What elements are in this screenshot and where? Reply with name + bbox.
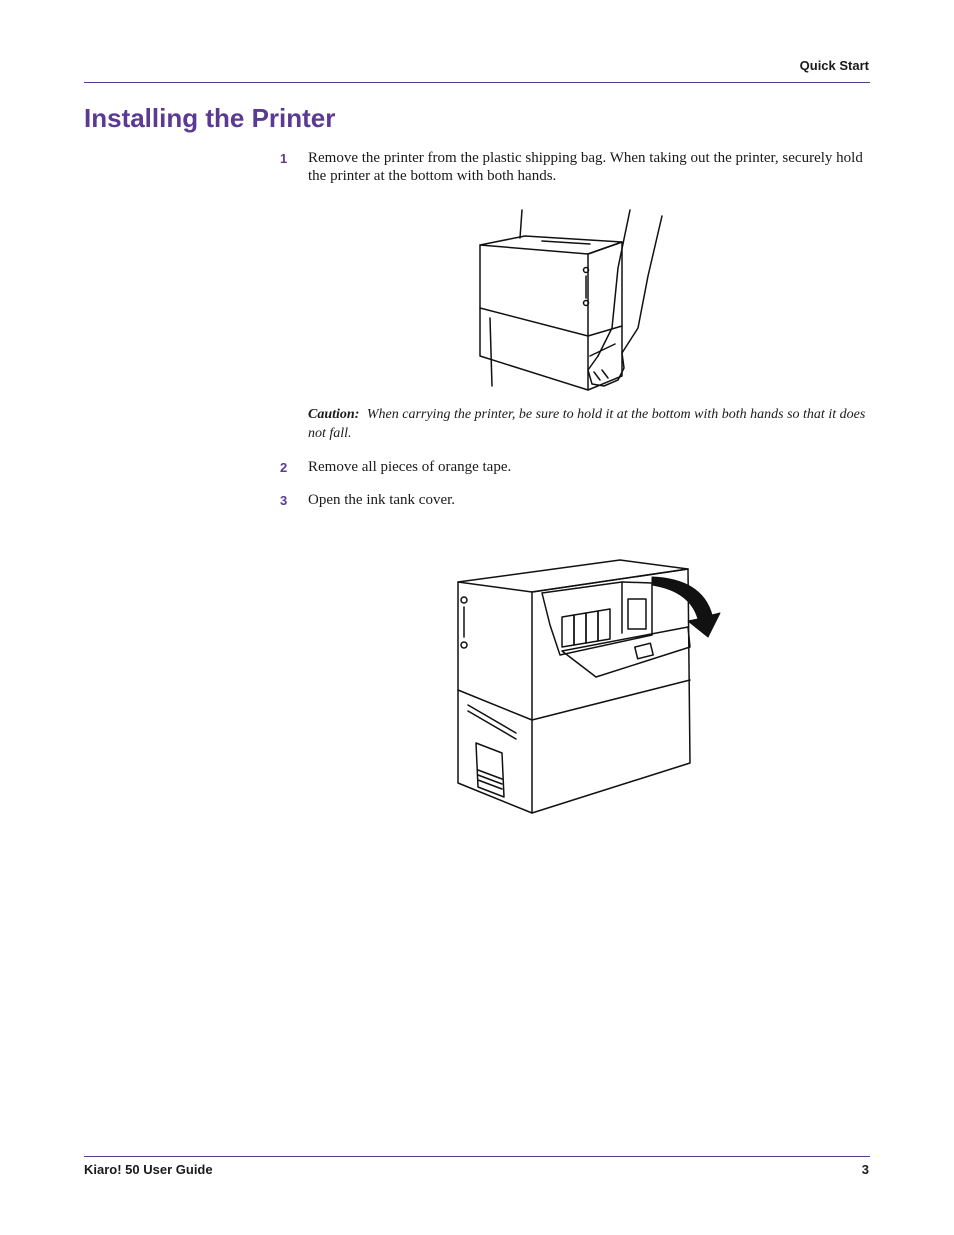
- step-text-3: Open the ink tank cover.: [308, 492, 456, 508]
- printer-carrying-illustration: [470, 208, 670, 393]
- caution-text: When carrying the printer, be sure to hold it at the bottom with both hands so that it does not fall.: [308, 407, 866, 441]
- step-text-1: Remove the printer from the plastic shipping bag. When taking out the printer, securely hold the printer at the bottom with both hands.: [308, 150, 863, 184]
- ink-tank-cover-illustration: [450, 555, 725, 820]
- caution-label: Caution:: [308, 407, 360, 422]
- step-text-2: Remove all pieces of orange tape.: [308, 459, 512, 475]
- header-rule: [84, 82, 870, 83]
- step-number-3: 3: [280, 493, 288, 508]
- page-title: Installing the Printer: [84, 103, 336, 133]
- step-number-1: 1: [280, 151, 288, 166]
- footer-guide-title: Kiaro! 50 User Guide: [84, 1162, 213, 1177]
- page-number: 3: [861, 1162, 869, 1177]
- footer-rule: [84, 1156, 870, 1157]
- caution-note: [308, 405, 870, 443]
- step-number-2: 2: [280, 460, 288, 475]
- running-header: Quick Start: [799, 58, 869, 73]
